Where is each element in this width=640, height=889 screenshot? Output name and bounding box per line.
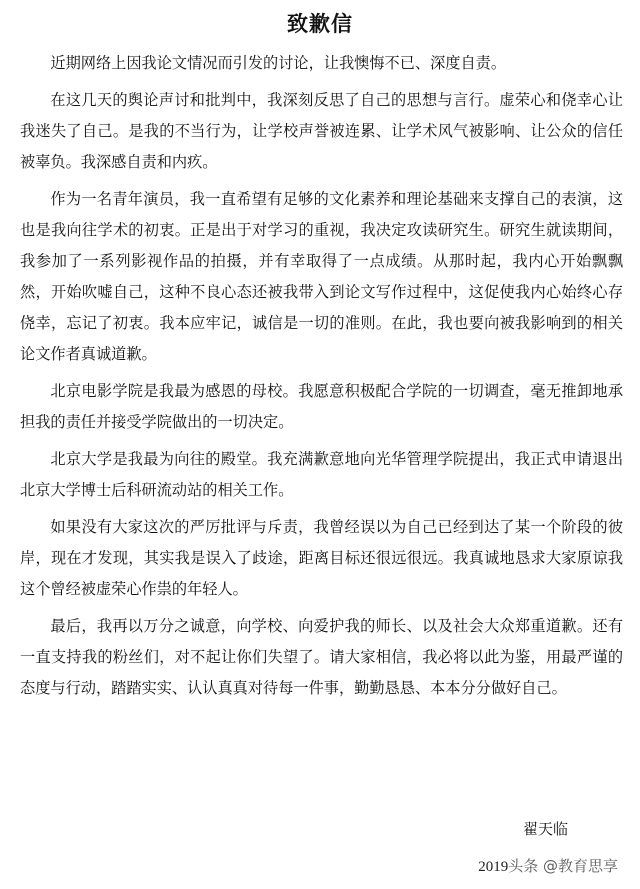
signature: 翟天临 (522, 820, 568, 838)
paragraph: 北京大学是我最为向往的殿堂。我充满歉意地向光华管理学院提出，我正式申请退出北京大学博士后科研流动站的相关工作。 (20, 450, 623, 499)
paragraph: 最后，我再以万分之诚意，向学校、向爱护我的师长、以及社会大众郑重道歉。还有一直支持我的粉丝们，对不起让你们失望了。请大家相信，我必将以此为鉴，用最严谨的态度与行动，踏踏实实、认认真真对待每一件事，勤勤恳恳、本本分分做好自己。 (20, 617, 623, 697)
watermark-brand: 头条 @教育思享 (508, 857, 618, 875)
watermark (478, 855, 618, 876)
paragraph: 在这几天的舆论声讨和批判中，我深刻反思了自己的思想与言行。虚荣心和侥幸心让我迷失了自己。是我的不当行为，让学校声誉被连累、让学术风气被影响、让公众的信任被辜负。我深感自责和内疚。 (20, 91, 623, 171)
paragraph: 近期网络上因我论文情况而引发的讨论，让我懊悔不已、深度自责。 (50, 54, 507, 72)
paragraph: 北京电影学院是我最为感恩的母校。我愿意积极配合学院的一切调查，毫无推卸地承担我的责任并接受学院做出的一切决定。 (20, 382, 623, 431)
letter-body (20, 48, 623, 710)
letter-title: 致歉信 (287, 11, 353, 36)
paragraph: 作为一名青年演员，我一直希望有足够的文化素养和理论基础来支撑自己的表演，这也是我向往学术的初衷。正是出于对学习的重视，我决定攻读研究生。研究生就读期间，我参加了一系列影视作品的拍摄，并有幸取得了一点成绩。从那时起，我内心开始飘飘然，开始吹嘘自己，这种不良心态还被我带入到论文写作过程中，这促使我内心始终心存侥幸，忘记了初衷。我本应牢记，诚信是一切的准则。在此，我也要向被我影响到的相关论文作者真诚道歉。 (20, 190, 623, 363)
paragraph: 如果没有大家这次的严厉批评与斥责，我曾经误以为自己已经到达了某一个阶段的彼岸，现在才发现，其实我是误入了歧途，距离目标还很远很远。我真诚地恳求大家原谅我这个曾经被虚荣心作祟的年轻人。 (20, 518, 623, 598)
watermark-year: 2019 (478, 859, 509, 875)
